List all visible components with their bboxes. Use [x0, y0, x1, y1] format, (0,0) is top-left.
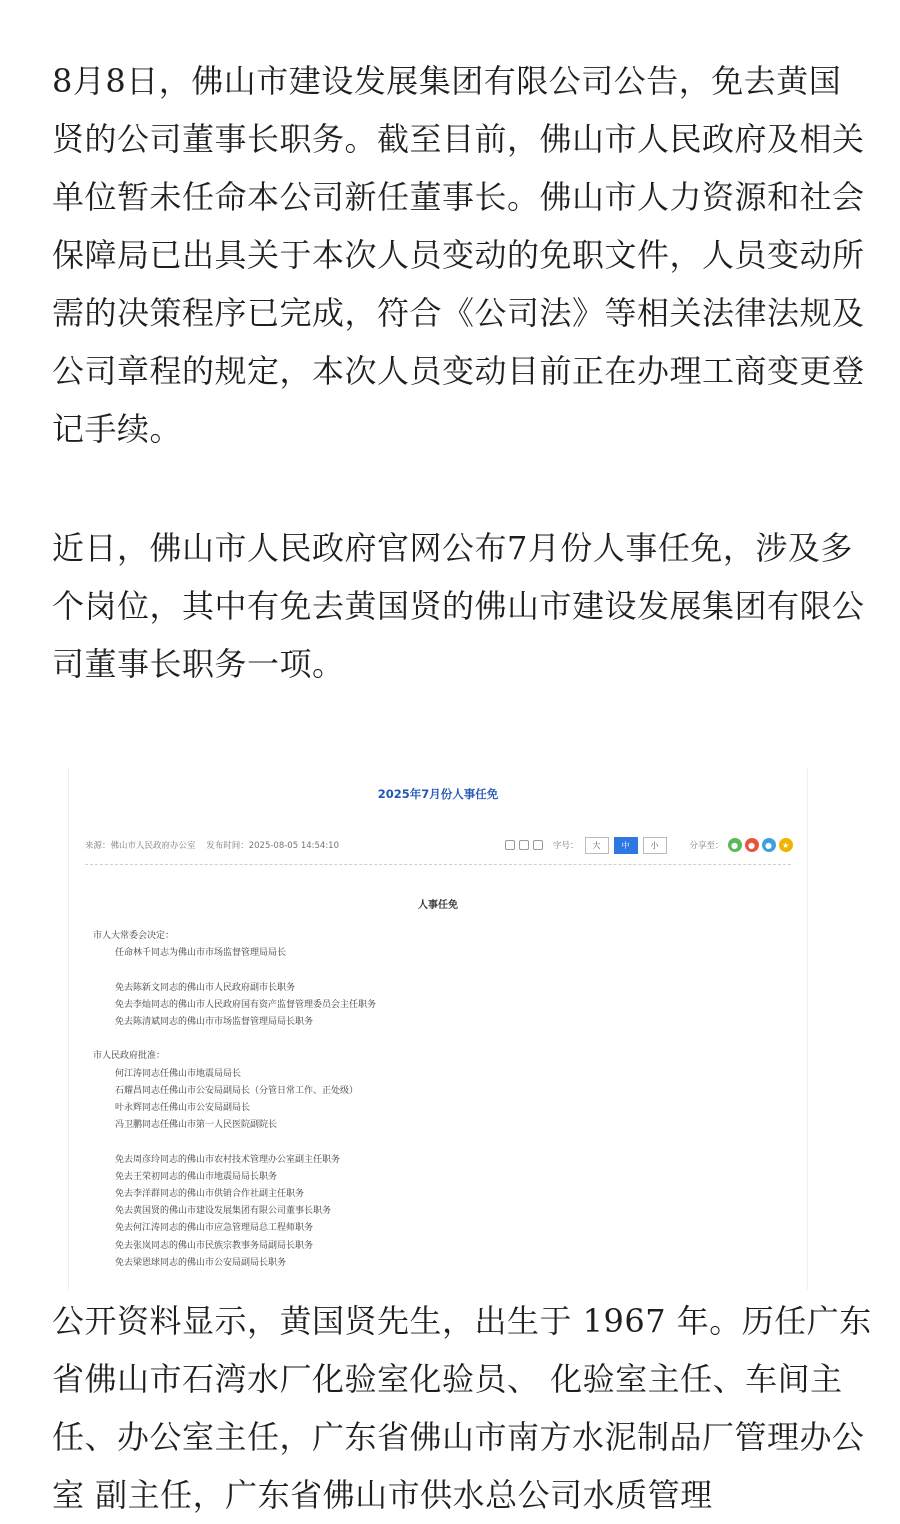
- bookmark-icon[interactable]: [505, 840, 515, 850]
- notice-line: 免去黄国贤的佛山市建设发展集团有限公司董事长职务: [115, 1206, 332, 1217]
- font-size-medium-button[interactable]: 中: [614, 837, 638, 854]
- paragraph-2: 近日，佛山市人民政府官网公布7月份人事任免，涉及多个岗位，其中有免去黄国贤的佛山市建设发展集团有限公司董事长职务一项。: [52, 529, 865, 683]
- notice-line: 叶永辉同志任佛山市公安局副局长: [115, 1103, 251, 1113]
- notice-body: [93, 928, 376, 1272]
- notice-line: 免去梁恩球同志的佛山市公安局副局长职务: [115, 1257, 287, 1268]
- wechat-share-icon[interactable]: ●: [728, 838, 742, 852]
- notice-line: 免去张岚同志的佛山市民族宗教事务局副局长职务: [115, 1240, 314, 1251]
- notice-line: 任命林千同志为佛山市市场监督管理局局长: [115, 948, 287, 959]
- paragraph-1: 8月8日，佛山市建设发展集团有限公司公告，免去黄国贤的公司董事长职务。截至目前，佛山市人民政府及相关单位暂未任命本公司新任董事长。佛山市人力资源和社会保障局已出具关于本次人员变动的免职文件，人员变动所需的决策程序已完成，符合《公司法》等相关法律法规及公司章程的规定，本次人员变动目前正在办理工商变更登记手续。: [52, 62, 865, 448]
- notice-line: 免去李灿同志的佛山市人民政府国有资产监督管理委员会主任职务: [115, 999, 377, 1010]
- notice-line: 免去周彦玲同志的佛山市农村技术管理办公室副主任职务: [115, 1154, 341, 1165]
- font-size-small-button[interactable]: 小: [643, 837, 667, 854]
- notice-line: 免去陈新文同志的佛山市人民政府副市长职务: [115, 982, 296, 993]
- line-gap: [93, 962, 376, 979]
- notice-source: 来源：佛山市人民政府办公室: [85, 841, 196, 851]
- star-icon[interactable]: [533, 840, 543, 850]
- notice-line: 何江涛同志任佛山市地震局局长: [115, 1068, 242, 1079]
- font-size-large-button[interactable]: 大: [585, 837, 609, 854]
- qq-share-icon[interactable]: ●: [762, 838, 776, 852]
- notice-line: 免去陈清斌同志的佛山市市场监督管理局局长职务: [115, 1017, 314, 1027]
- section-label: 市人民政府批准：: [93, 1051, 166, 1062]
- notice-line: 冯卫鹏同志任佛山市第一人民医院副院长: [115, 1120, 278, 1131]
- notice-line: 石耀昌同志任佛山市公安局副局长（分管日常工作、正处级）: [115, 1085, 359, 1096]
- notice-heading: 人事任免: [418, 900, 458, 911]
- share-label: 分享至：: [689, 841, 724, 851]
- font-size-label: 字号：: [553, 841, 579, 851]
- notice-meta: [85, 839, 347, 851]
- notice-line: 免去李洋群同志的佛山市供销合作社副主任职务: [115, 1189, 305, 1199]
- notice-screenshot: [68, 768, 808, 1290]
- paragraph-3: 公开资料显示，黄国贤先生，出生于 1967 年。历任广东省佛山市石湾水厂化验室化验员、 化验室主任、车间主任、办公室主任，广东省佛山市南方水泥制品厂管理办公室 副主任，广东省佛山市供水总公司水质管理: [52, 1302, 872, 1514]
- notice-line: 免去何江涛同志的佛山市应急管理局总工程师职务: [115, 1223, 314, 1234]
- notice-title: 2025年7月份人事任免: [377, 787, 499, 801]
- weibo-share-icon[interactable]: ●: [745, 838, 759, 852]
- qzone-share-icon[interactable]: ★: [779, 838, 793, 852]
- line-gap: [93, 1031, 376, 1048]
- notice-toolbar: [505, 836, 796, 854]
- line-gap: [93, 1134, 376, 1151]
- section-label: 市人大常委会决定：: [93, 931, 175, 941]
- notice-divider: [85, 864, 791, 865]
- thumbs-up-icon[interactable]: [519, 840, 529, 850]
- notice-line: 免去王荣初同志的佛山市地震局局长职务: [115, 1171, 278, 1182]
- notice-publish-time: 发布时间：2025-08-05 14:54:10: [206, 841, 339, 851]
